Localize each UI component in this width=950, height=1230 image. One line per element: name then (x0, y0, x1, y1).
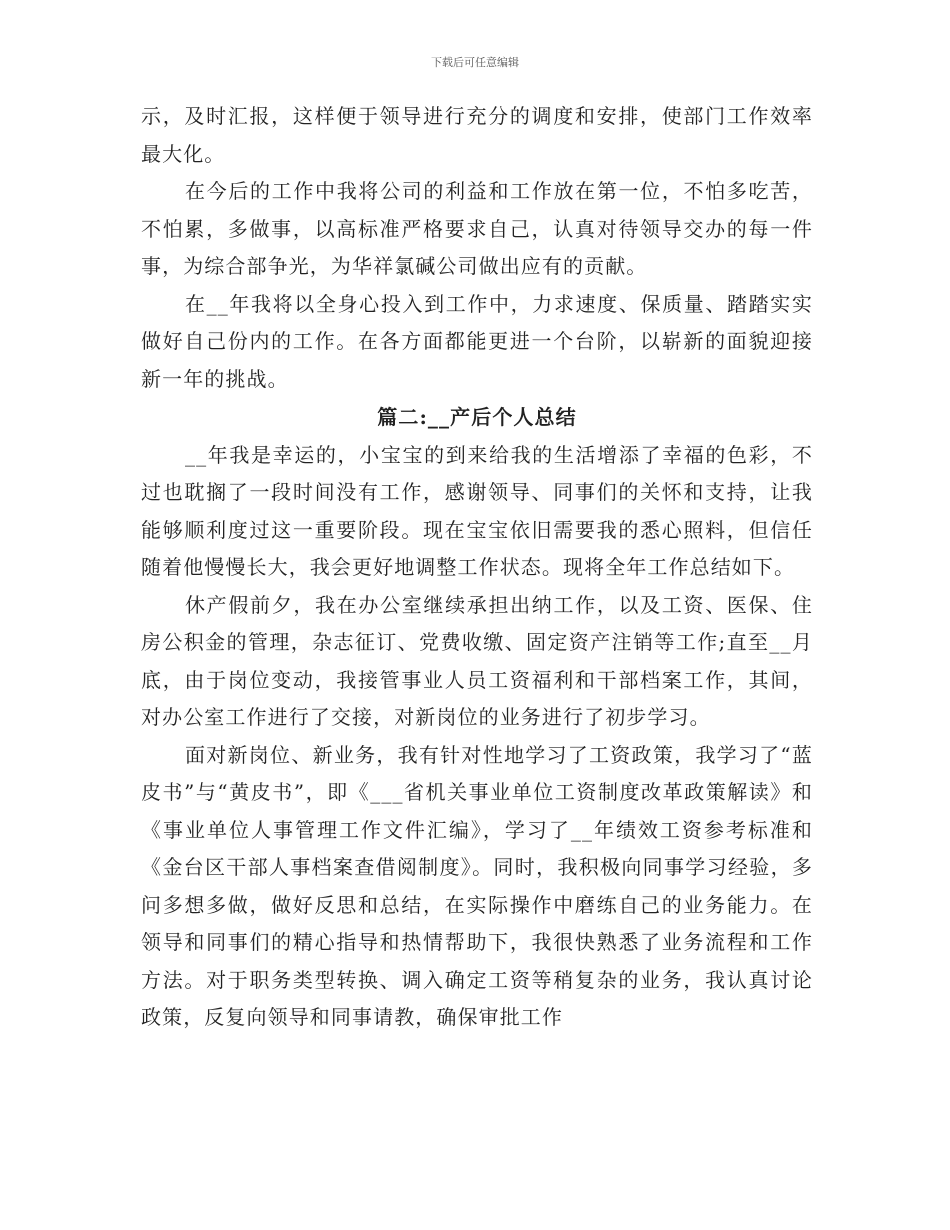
section-title: 篇二:__产后个人总结 (377, 405, 577, 429)
paragraph: 面对新岗位、新业务，我有针对性地学习了工资政策，我学习了“蓝皮书”与“黄皮书”，即《___省机关事业单位工资制度改革政策解读》和《事业单位人事管理工作文件汇编》，学习了__年绩效工资参考标准和《金台区干部人事档案查借阅制度》。同时，我积极向同事学习经验，多问多想多做，做好反思和总结，在实际操作中磨练自己的业务能力。在领导和同事们的精心指导和热情帮助下，我很快熟悉了业务流程和工作方法。对于职务类型转换、调入确定工资等稍复杂的业务，我认真讨论政策，反复向领导和同事请教，确保审批工作 (141, 742, 813, 1029)
document-body (141, 98, 813, 1037)
paragraph: 示，及时汇报，这样便于领导进行充分的调度和安排，使部门工作效率最大化。 (141, 104, 813, 166)
paragraph: 在__年我将以全身心投入到工作中，力求速度、保质量、踏踏实实做好自己份内的工作。在各方面都能更进一个台阶，以崭新的面貌迎接新一年的挑战。 (141, 291, 813, 391)
page-header: 下载后可任意编辑 (431, 56, 519, 69)
paragraph: 在今后的工作中我将公司的利益和工作放在第一位，不怕多吃苦，不怕累，多做事，以高标准严格要求自己，认真对待领导交办的每一件事，为综合部争光，为华祥氯碱公司做出应有的贡献。 (141, 179, 813, 278)
paragraph: 休产假前夕，我在办公室继续承担出纳工作，以及工资、医保、住房公积金的管理，杂志征订、党费收缴、固定资产注销等工作;直至__月底，由于岗位变动，我接管事业人员工资福利和干部档案工作，其间，对办公室工作进行了交接，对新岗位的业务进行了初步学习。 (141, 592, 813, 729)
paragraph: __年我是幸运的，小宝宝的到来给我的生活增添了幸福的色彩，不过也耽搁了一段时间没有工作，感谢领导、同事们的关怀和支持，让我能够顺利度过这一重要阶段。现在宝宝依旧需要我的悉心照料，但信任随着他慢慢长大，我会更好地调整工作状态。现将全年工作总结如下。 (141, 442, 813, 579)
